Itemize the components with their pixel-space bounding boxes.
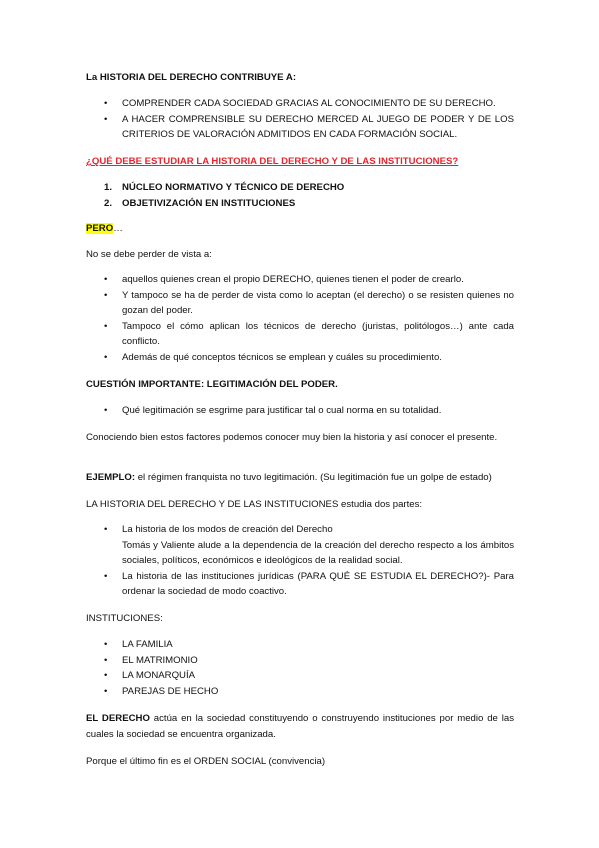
- numbered-item: [86, 180, 514, 196]
- list-item: [86, 653, 514, 669]
- bullet-icon: •: [104, 685, 108, 697]
- list-item-detail: Tomás y Valiente alude a la dependencia de la creación del derecho respecto a los ámbitos sociales, políticos, económicos e ideológicos de la realidad social.: [122, 539, 514, 566]
- list-item-text: aquellos quienes crean el propio DERECHO, quienes tienen el poder de crearlo.: [122, 274, 464, 285]
- item-number: 2.: [104, 197, 113, 209]
- bullet-icon: •: [104, 670, 108, 681]
- list-item: [86, 403, 514, 419]
- heading-text: La HISTORIA DEL DERECHO CONTRIBUYE A:: [86, 72, 297, 83]
- question-text: ¿QUÉ DEBE ESTUDIAR LA HISTORIA DEL DERECHO Y DE LAS INSTITUCIONES?: [86, 156, 459, 167]
- list-item: [86, 272, 514, 288]
- bullet-icon: •: [104, 639, 108, 650]
- ejemplo-paragraph: [86, 470, 514, 486]
- pero-highlight: PERO: [86, 223, 114, 234]
- ejemplo-text: el régimen franquista no tuvo legitimación. (Su legitimación fue un golpe de estado): [135, 472, 492, 483]
- list-item: [86, 112, 514, 143]
- el-derecho-text: actúa en la sociedad constituyendo o construyendo instituciones por medio de las cuales la sociedad se encuentra organizada.: [86, 713, 515, 740]
- list-item-text: LA MONARQUÍA: [122, 670, 196, 681]
- bullet-icon: •: [104, 524, 108, 535]
- bullet-icon: •: [104, 405, 108, 416]
- list-legitimacion: [86, 403, 514, 419]
- item-number: 1.: [104, 182, 113, 193]
- instituciones-label: INSTITUCIONES:: [86, 613, 163, 624]
- list-no-perder: [86, 272, 514, 365]
- heading-contribuye: [86, 70, 514, 86]
- list-item-title: La historia de las instituciones jurídicas (PARA QUÉ SE ESTUDIA EL DERECHO?)- Para ordenar la sociedad de modo coactivo.: [122, 570, 514, 597]
- list-contribuye: [86, 96, 514, 143]
- question-heading: [86, 154, 514, 170]
- conociendo-paragraph: Conociendo bien estos factores podemos conocer muy bien la historia y así conocer el presente.: [86, 432, 498, 443]
- porque-paragraph: Porque el último fin es el ORDEN SOCIAL (convivencia): [86, 756, 326, 767]
- list-item: [86, 319, 514, 350]
- list-item-text: Y tampoco se ha de perder de vista como lo aceptan (el derecho) o se resisten quienes no gozan del poder.: [122, 289, 514, 316]
- list-item-text: Además de qué conceptos técnicos se emplean y cuáles su procedimiento.: [122, 351, 442, 363]
- list-item: [86, 350, 514, 366]
- list-item: [86, 668, 514, 684]
- bullet-icon: •: [104, 98, 108, 109]
- cuestion-heading: [86, 377, 514, 393]
- list-item: [86, 569, 514, 600]
- list-item-text: Qué legitimación se esgrime para justificar tal o cual norma en su totalidad.: [122, 405, 442, 416]
- bullet-icon: •: [104, 274, 108, 285]
- estudia-paragraph: LA HISTORIA DEL DERECHO Y DE LAS INSTITUCIONES estudia dos partes:: [86, 499, 423, 510]
- list-item: [86, 684, 514, 700]
- list-instituciones: [86, 637, 514, 699]
- list-item: [86, 637, 514, 653]
- numbered-item-text: OBJETIVIZACIÓN EN INSTITUCIONES: [122, 197, 296, 209]
- list-item-text: A HACER COMPRENSIBLE SU DERECHO MERCED AL JUEGO DE PODER Y DE LOS CRITERIOS DE VALORACIÓN ADMITIDOS EN CADA FORMACIÓN SOCIAL.: [122, 113, 514, 140]
- ejemplo-label: EJEMPLO:: [86, 472, 136, 483]
- list-item-text: COMPRENDER CADA SOCIEDAD GRACIAS AL CONOCIMIENTO DE SU DERECHO.: [122, 98, 496, 109]
- list-item-text: LA FAMILIA: [122, 639, 173, 650]
- el-derecho-paragraph: [86, 711, 514, 742]
- numbered-item: [86, 196, 514, 212]
- bullet-icon: •: [104, 289, 108, 301]
- cuestion-text: CUESTIÓN IMPORTANTE: LEGITIMACIÓN DEL PODER.: [86, 379, 338, 390]
- pero-rest: …: [113, 223, 123, 234]
- list-item-text: Tampoco el cómo aplican los técnicos de derecho (juristas, politólogos…) ante cada conflicto.: [122, 320, 514, 347]
- bullet-icon: •: [104, 320, 108, 332]
- list-item: [86, 288, 514, 319]
- numbered-item-text: NÚCLEO NORMATIVO Y TÉCNICO DE DERECHO: [122, 182, 345, 193]
- list-partes: [86, 522, 514, 600]
- bullet-icon: •: [104, 654, 108, 666]
- bullet-icon: •: [104, 570, 108, 582]
- list-item: [86, 522, 514, 569]
- list-item-text: PAREJAS DE HECHO: [122, 685, 219, 697]
- pero-line: [86, 221, 514, 237]
- no-perder-text: No se debe perder de vista a:: [86, 249, 212, 260]
- bullet-icon: •: [104, 351, 108, 363]
- numbered-list: [86, 180, 514, 211]
- list-item-title: La historia de los modos de creación del Derecho: [122, 524, 333, 535]
- list-item-text: EL MATRIMONIO: [122, 654, 198, 666]
- bullet-icon: •: [104, 113, 108, 125]
- el-derecho-label: EL DERECHO: [86, 713, 150, 724]
- list-item: [86, 96, 514, 112]
